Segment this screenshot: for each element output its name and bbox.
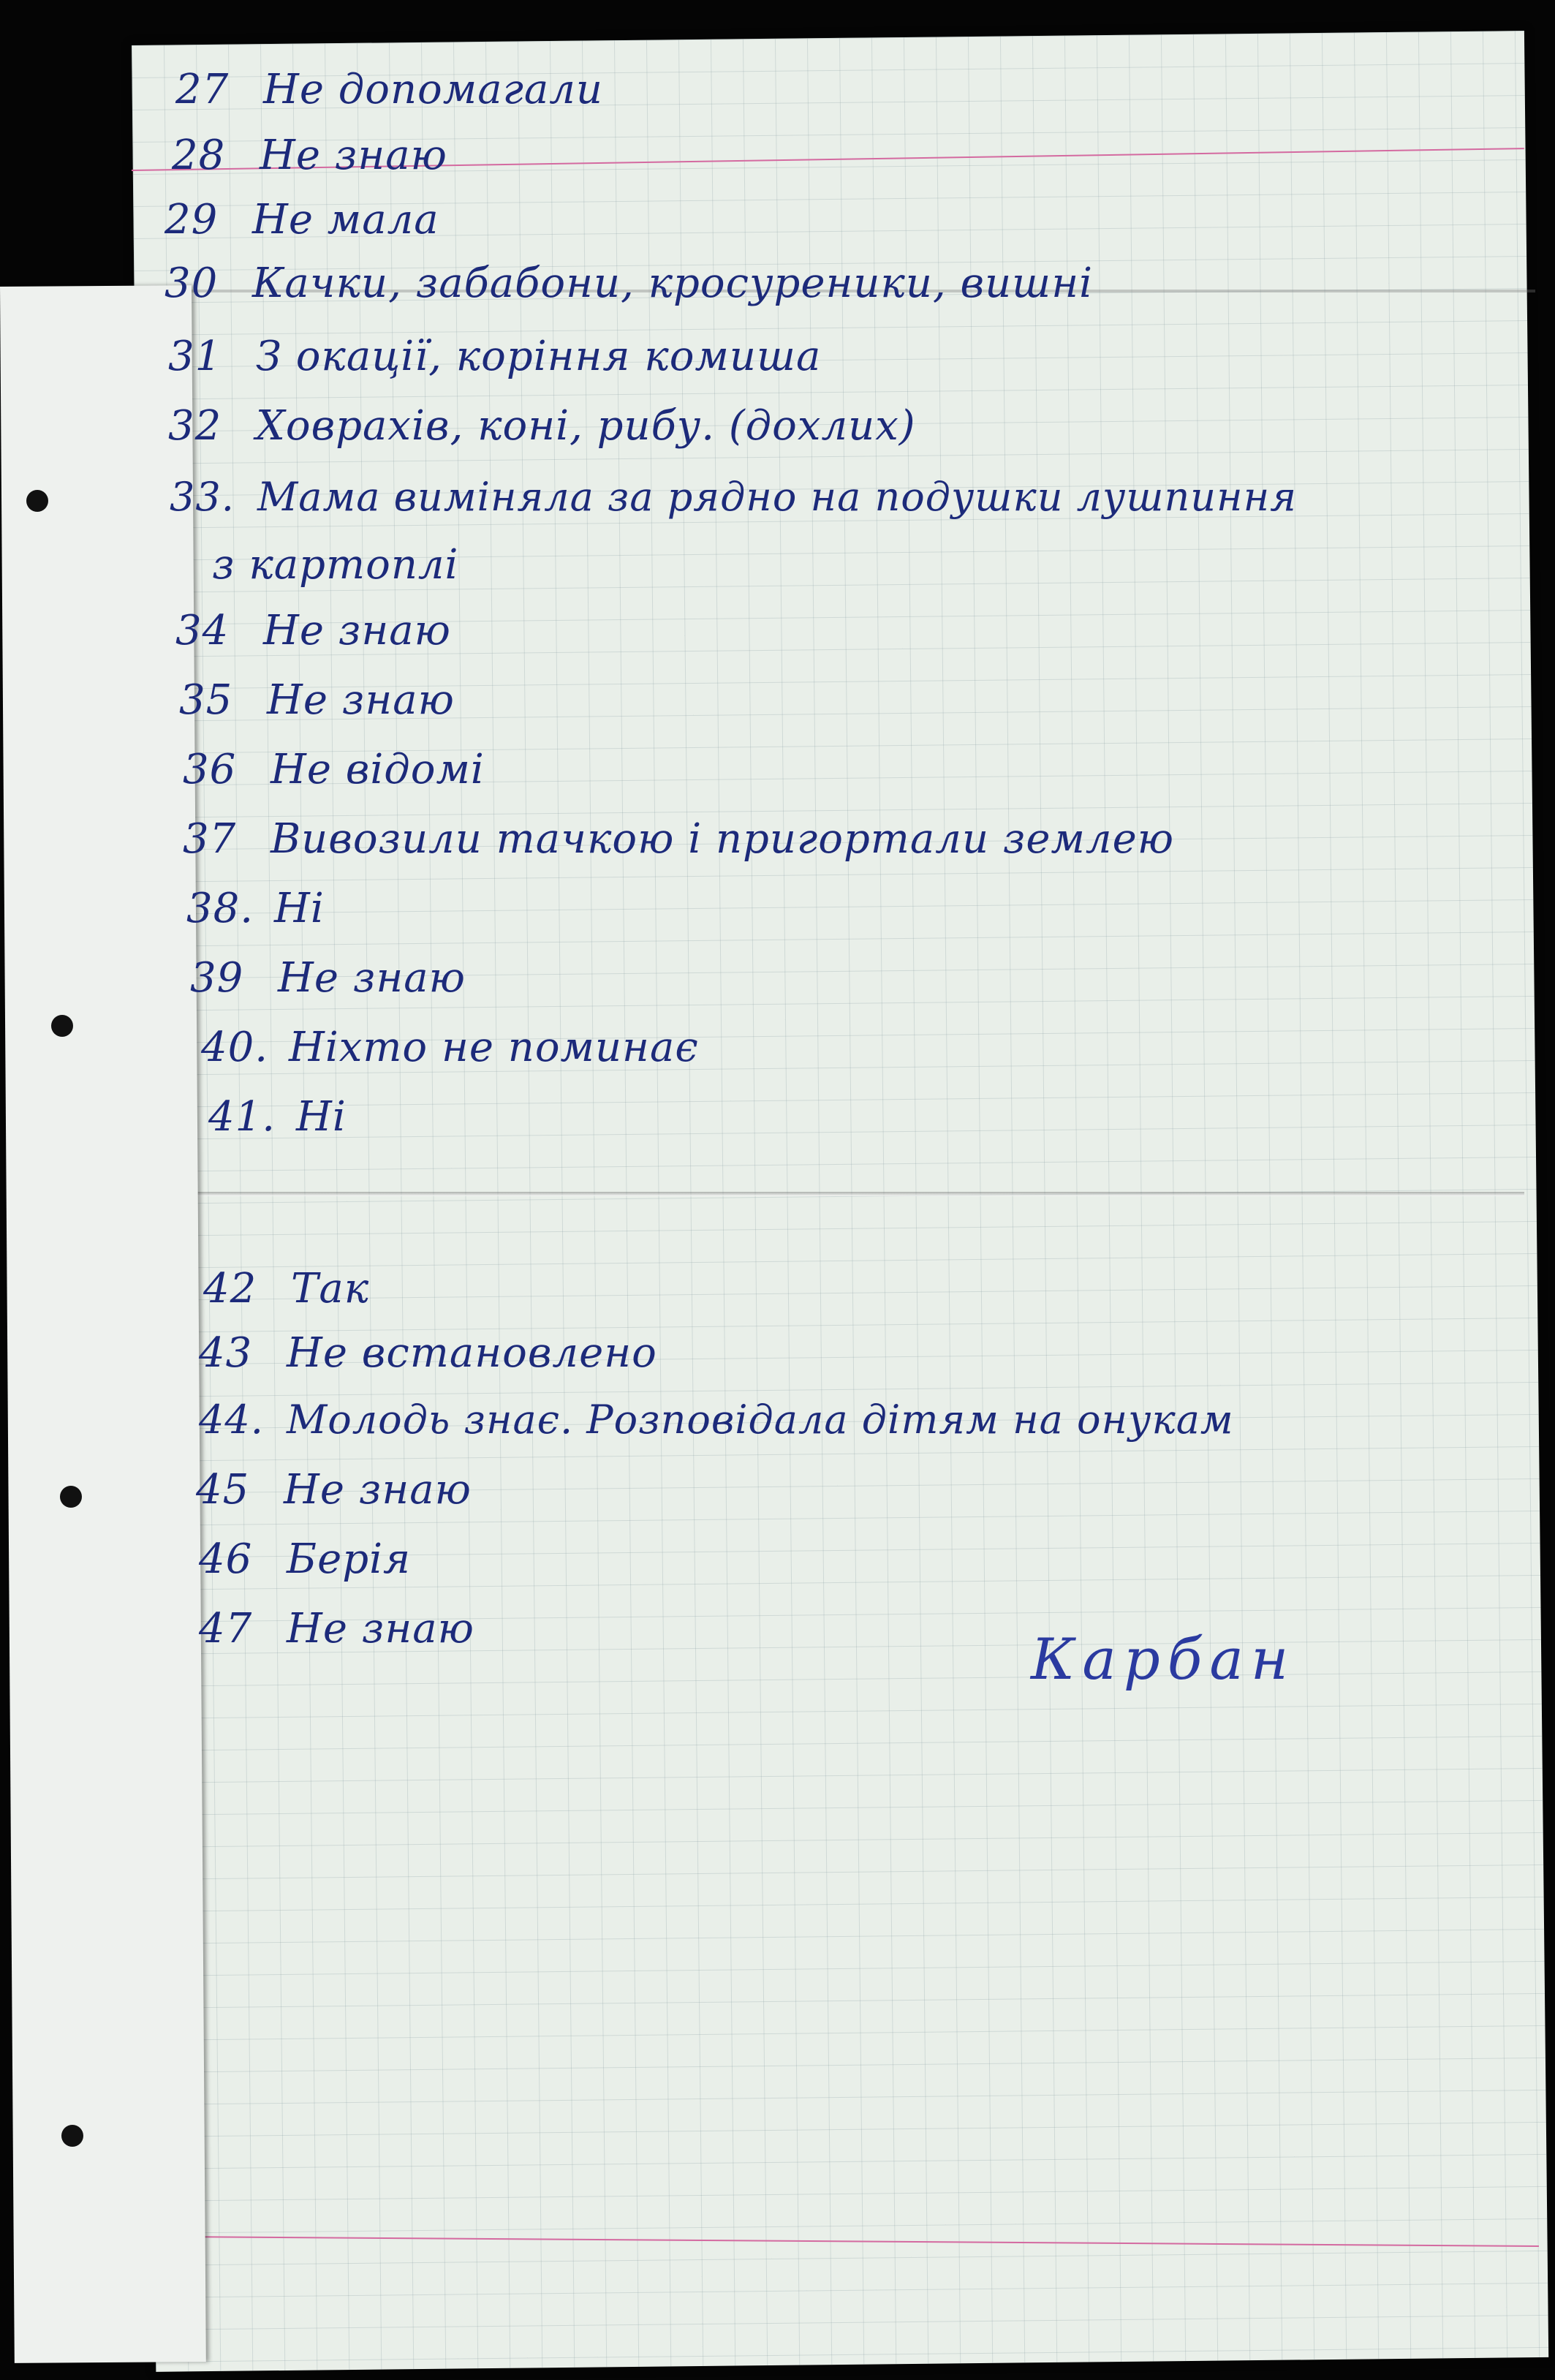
answer-number: 29 — [164, 196, 219, 243]
answer-number: 34 — [175, 607, 230, 654]
answer-line — [196, 1466, 472, 1514]
answer-line — [168, 402, 916, 450]
answer-text: Не відомі — [270, 746, 485, 793]
answer-number: 31 — [168, 333, 222, 380]
answer-line — [164, 196, 439, 243]
answer-number: 36 — [183, 746, 237, 793]
punch-hole — [61, 2125, 83, 2147]
answer-text: Не знаю — [284, 1466, 472, 1514]
punch-hole — [51, 1015, 73, 1037]
answer-text: Ховрахів, коні, рибу. (дохлих) — [256, 402, 916, 450]
answer-line — [203, 1265, 369, 1312]
answer-line — [183, 746, 485, 793]
answer-text: Не знаю — [278, 954, 466, 1002]
answer-number: 35 — [179, 676, 233, 724]
answer-text: Вивозили тачкою і пригортали землею — [270, 815, 1175, 863]
answer-text: Так — [291, 1265, 370, 1312]
answer-text: Ні — [296, 1093, 347, 1141]
grid-paper-sheet — [132, 31, 1548, 2372]
answer-number: 39 — [190, 954, 244, 1002]
answer-line — [183, 815, 1174, 863]
answer-line — [208, 1093, 347, 1141]
handwritten-signature: Карбан — [1031, 1627, 1296, 1693]
answer-line — [199, 1329, 657, 1377]
answer-text: Не мала — [252, 196, 439, 243]
answer-number: 37 — [183, 815, 237, 863]
answer-line — [175, 66, 603, 113]
overlapping-sheet-edge — [0, 285, 206, 2363]
answer-line — [199, 1397, 1234, 1443]
answer-text: Качки, забабони, кросуреники, вишні — [252, 260, 1094, 307]
answer-line — [199, 1535, 411, 1583]
answer-line — [190, 954, 466, 1002]
answer-line — [164, 260, 1093, 307]
answer-text: Мама виміняла за рядно на подушки лушпиння — [257, 474, 1297, 520]
answer-text: Молодь знає. Розповідала дітям на онукам — [287, 1397, 1234, 1443]
answer-text: Ні — [274, 885, 325, 932]
answer-line — [170, 474, 1297, 520]
answer-number: 44. — [199, 1397, 264, 1443]
answer-text: З окації, коріння комиша — [256, 333, 822, 380]
answer-line — [175, 607, 451, 654]
answer-number: 28 — [172, 132, 226, 179]
answer-line — [168, 333, 821, 380]
answer-number: 33. — [170, 474, 235, 520]
answer-number: 47 — [199, 1605, 253, 1652]
answer-number: 42 — [203, 1265, 257, 1312]
answer-text: Не допомагали — [263, 66, 603, 113]
answer-number: 32 — [168, 402, 222, 450]
answer-number: 46 — [199, 1535, 253, 1583]
punch-hole — [60, 1486, 82, 1508]
answer-line — [172, 132, 447, 179]
answer-line — [201, 1024, 699, 1071]
punch-hole — [26, 490, 48, 512]
paper-fold — [179, 1192, 1524, 1196]
answer-number: 41. — [208, 1093, 276, 1141]
answer-number: 43 — [199, 1329, 253, 1377]
answer-number: 30 — [164, 260, 219, 307]
answer-text: Не знаю — [260, 132, 447, 179]
answer-number: 40. — [201, 1024, 269, 1071]
answer-text: Берія — [287, 1535, 412, 1583]
answer-line — [179, 676, 455, 724]
answer-line — [212, 541, 458, 589]
answer-number: 27 — [175, 66, 230, 113]
answer-number: 38. — [186, 885, 254, 932]
answer-text: з картоплі — [212, 541, 459, 589]
answer-line — [199, 1605, 474, 1652]
answer-text: Не знаю — [287, 1605, 474, 1652]
answer-text: Не встановлено — [287, 1329, 657, 1377]
answer-text: Не знаю — [267, 676, 455, 724]
answer-number: 45 — [196, 1466, 250, 1514]
answer-text: Не знаю — [263, 607, 451, 654]
answer-line — [186, 885, 325, 932]
answer-text: Ніхто не поминає — [289, 1024, 699, 1071]
